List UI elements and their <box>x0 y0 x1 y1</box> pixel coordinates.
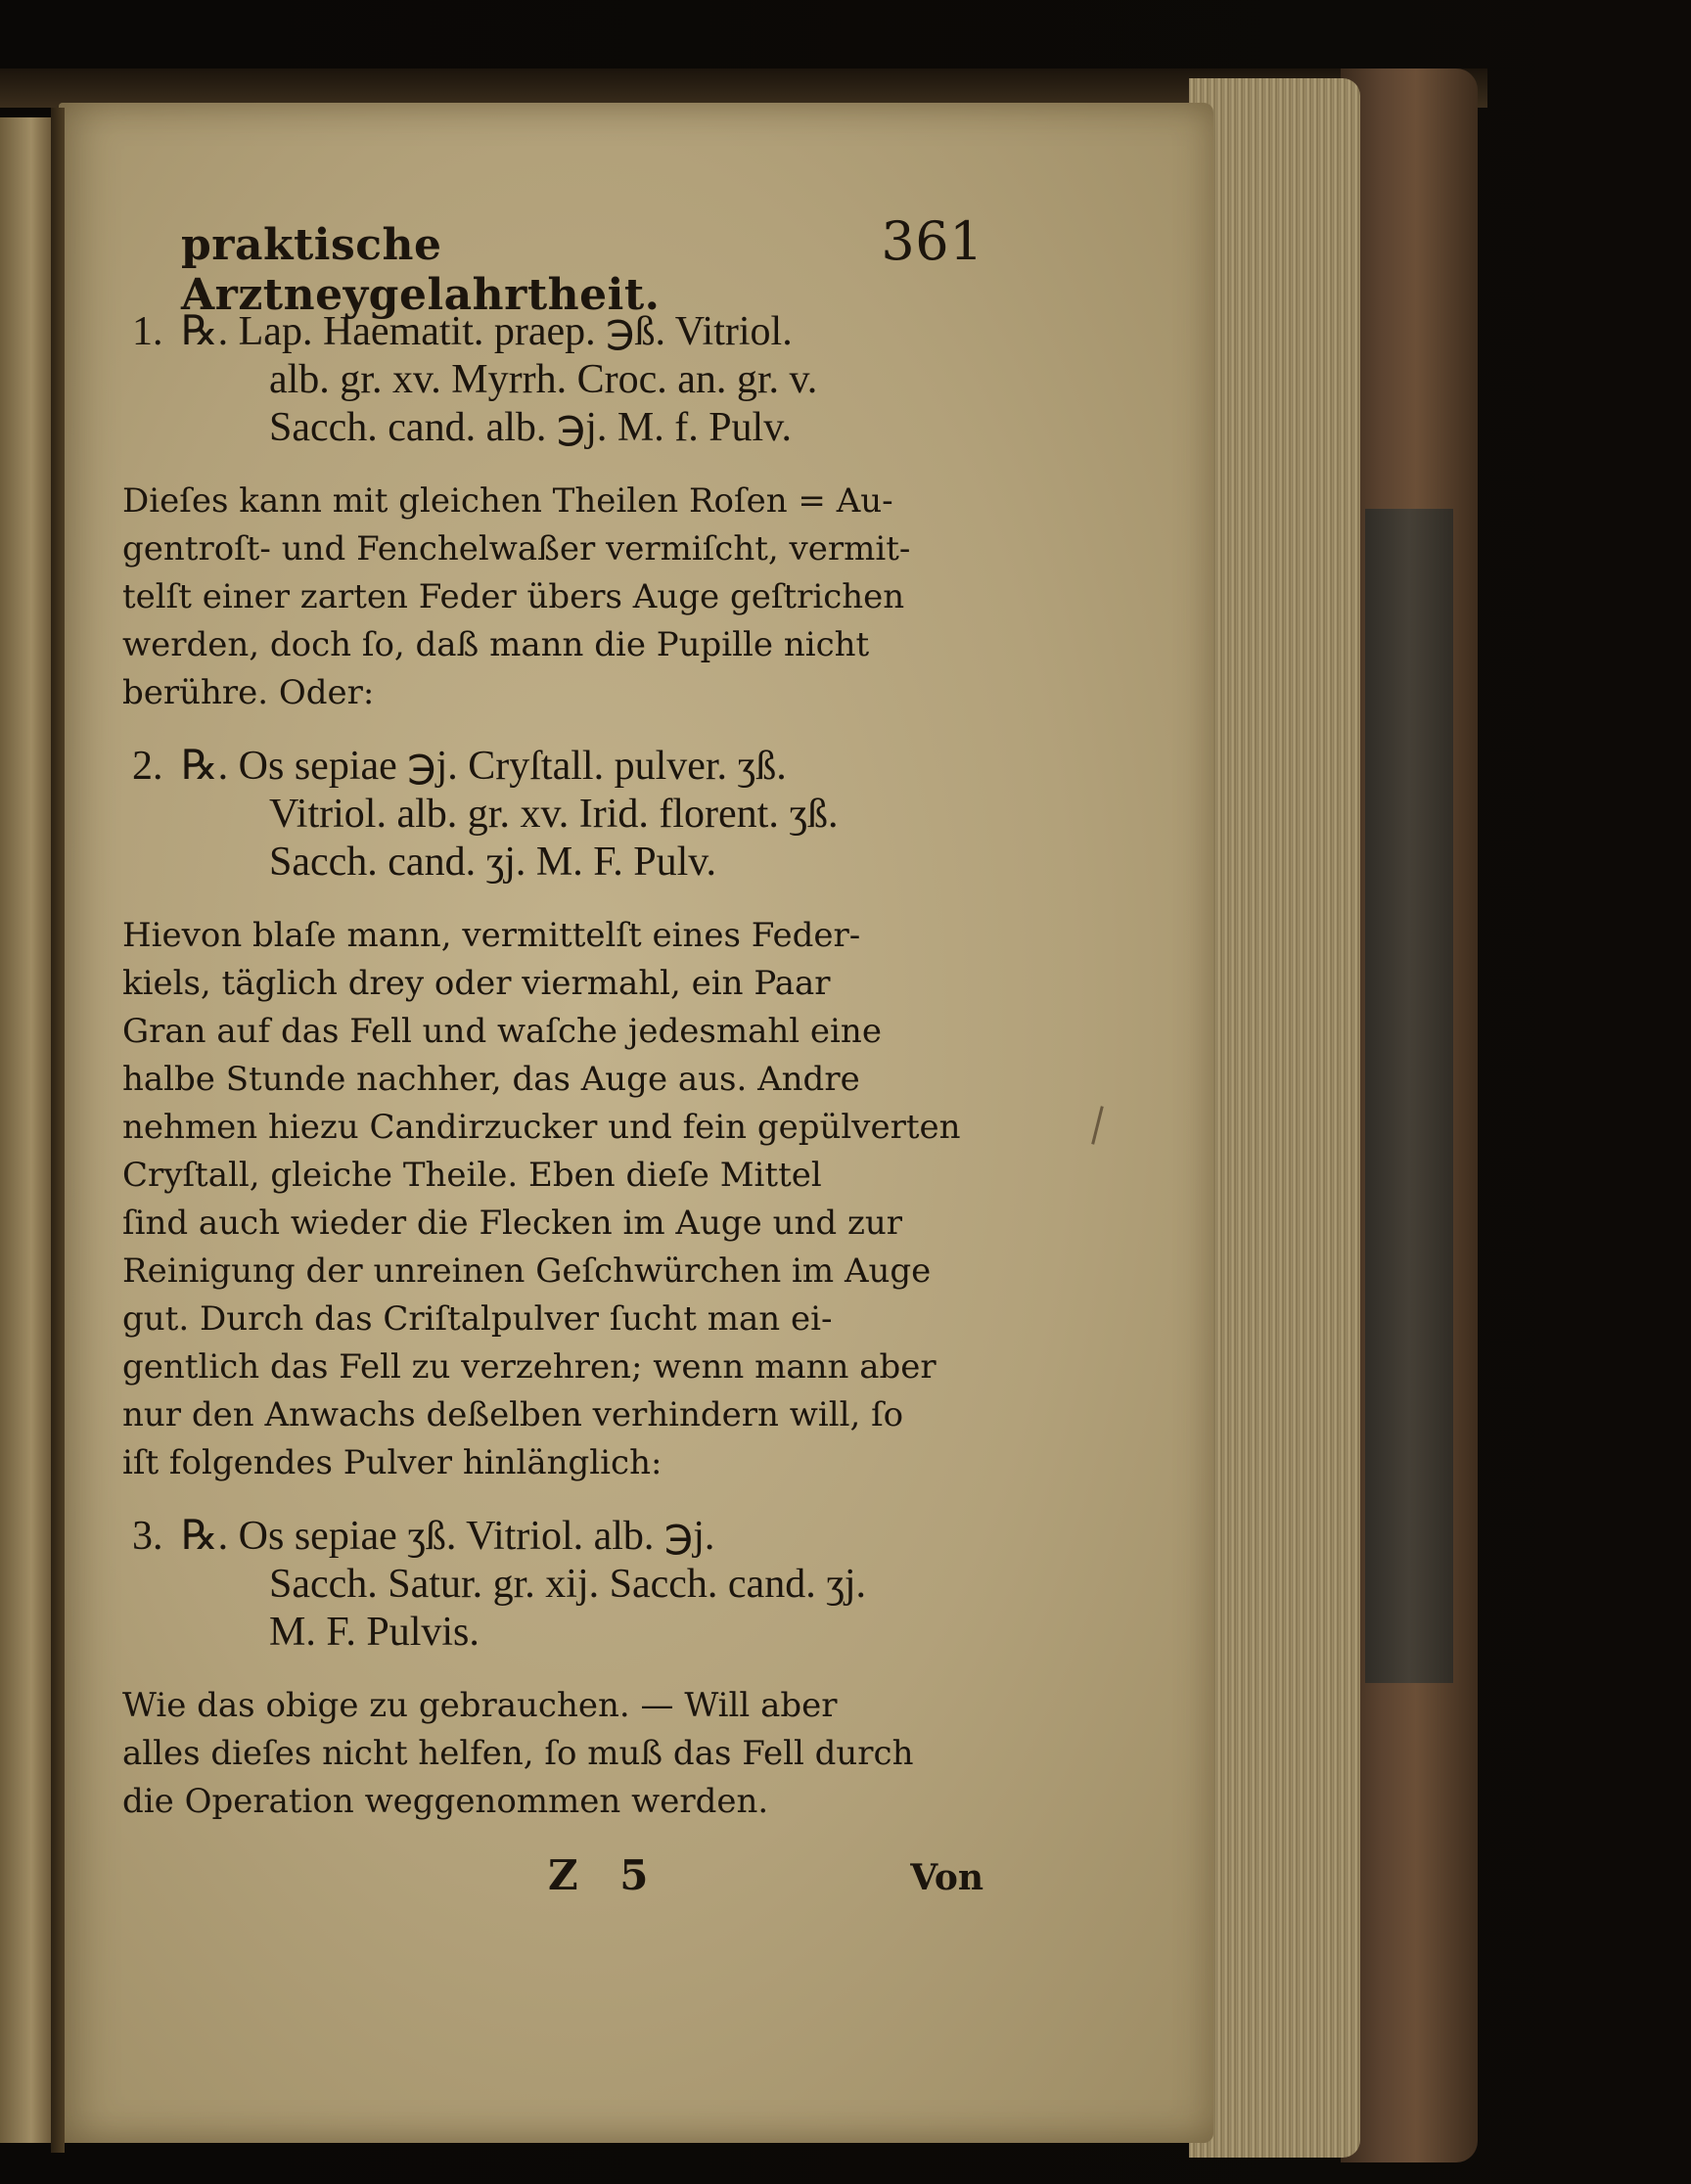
recipe-line: Vitriol. alb. gr. xv. Irid. florent. ʒß. <box>269 792 839 837</box>
text-line: alles dieſes nicht helfen, ſo muß das Fell durch <box>122 1734 914 1773</box>
text-line: Wie das obige zu gebrauchen. — Will aber <box>122 1686 838 1725</box>
catchword: Von <box>910 1857 983 1898</box>
text-line: gentroſt- und Fenchelwaßer vermiſcht, vermit- <box>122 529 911 569</box>
text-line: Cryſtall, gleiche Theile. Eben dieſe Mittel <box>122 1156 822 1195</box>
text-line: kiels, täglich drey oder viermahl, ein Paar <box>122 964 831 1003</box>
text-line: Hievon blaſe mann, vermittelſt eines Feder- <box>122 916 861 955</box>
cover-worn-band <box>1365 509 1453 1683</box>
signature-mark: Z 5 <box>548 1851 663 1899</box>
page-text-block <box>122 210 983 1910</box>
facing-page-edge <box>0 117 57 2143</box>
recipe-line: Sacch. cand. ʒj. M. F. Pulv. <box>269 840 717 885</box>
recipe-line: ℞. Os sepiae ʒß. Vitriol. alb. ℈j. <box>181 1514 715 1559</box>
text-line: Gran auf das Fell und waſche jedesmahl eine <box>122 1012 882 1051</box>
paragraph-2 <box>122 912 983 1487</box>
page-footer <box>122 1851 983 1910</box>
paragraph-3 <box>122 1682 983 1826</box>
recipe-number: 2. <box>132 744 163 789</box>
page-stack-edges <box>1189 78 1360 2158</box>
recipe-number: 3. <box>132 1514 163 1559</box>
recipe-3 <box>132 1513 983 1657</box>
text-line: halbe Stunde nachher, das Auge aus. Andre <box>122 1060 860 1099</box>
recipe-line: Sacch. cand. alb. ℈j. M. f. Pulv. <box>269 405 793 450</box>
text-line: gut. Durch das Criſtalpulver ſucht man ei- <box>122 1299 833 1339</box>
recipe-number: 1. <box>132 309 163 354</box>
recipe-line: alb. gr. xv. Myrrh. Croc. an. gr. v. <box>269 357 818 402</box>
paragraph-1 <box>122 478 983 717</box>
text-line: berühre. Oder: <box>122 673 375 712</box>
text-line: Reinigung der unreinen Geſchwürchen im Auge <box>122 1251 932 1291</box>
text-line: Dieſes kann mit gleichen Theilen Roſen = Au- <box>122 481 893 521</box>
text-line: nur den Anwachs deßelben verhindern will, ſo <box>122 1395 904 1434</box>
text-line: die Operation weggenommen werden. <box>122 1782 769 1821</box>
text-line: telſt einer zarten Feder übers Auge geſtrichen <box>122 577 905 616</box>
text-line: nehmen hiezu Candirzucker und fein gepülverten <box>122 1108 961 1147</box>
text-line: iſt folgendes Pulver hinlänglich: <box>122 1443 663 1482</box>
recipe-line: Sacch. Satur. gr. xij. Sacch. cand. ʒj. <box>269 1562 867 1607</box>
running-title: praktische Arztneygelahrtheit. <box>181 220 661 320</box>
recipe-1 <box>132 308 983 452</box>
recipe-line: ℞. Os sepiae ℈j. Cryſtall. pulver. ʒß. <box>181 744 787 789</box>
text-line: gentlich das Fell zu verzehren; wenn mann aber <box>122 1347 937 1387</box>
running-header <box>122 210 983 320</box>
recipe-line: ℞. Lap. Haematit. praep. ℈ß. Vitriol. <box>181 309 793 354</box>
text-line: ſind auch wieder die Flecken im Auge und zur <box>122 1204 903 1243</box>
recipe-2 <box>132 743 983 887</box>
text-line: werden, doch ſo, daß mann die Pupille nicht <box>122 625 870 664</box>
page-number: 361 <box>881 210 983 272</box>
recipe-line: M. F. Pulvis. <box>269 1610 480 1655</box>
book-gutter <box>51 108 65 2153</box>
